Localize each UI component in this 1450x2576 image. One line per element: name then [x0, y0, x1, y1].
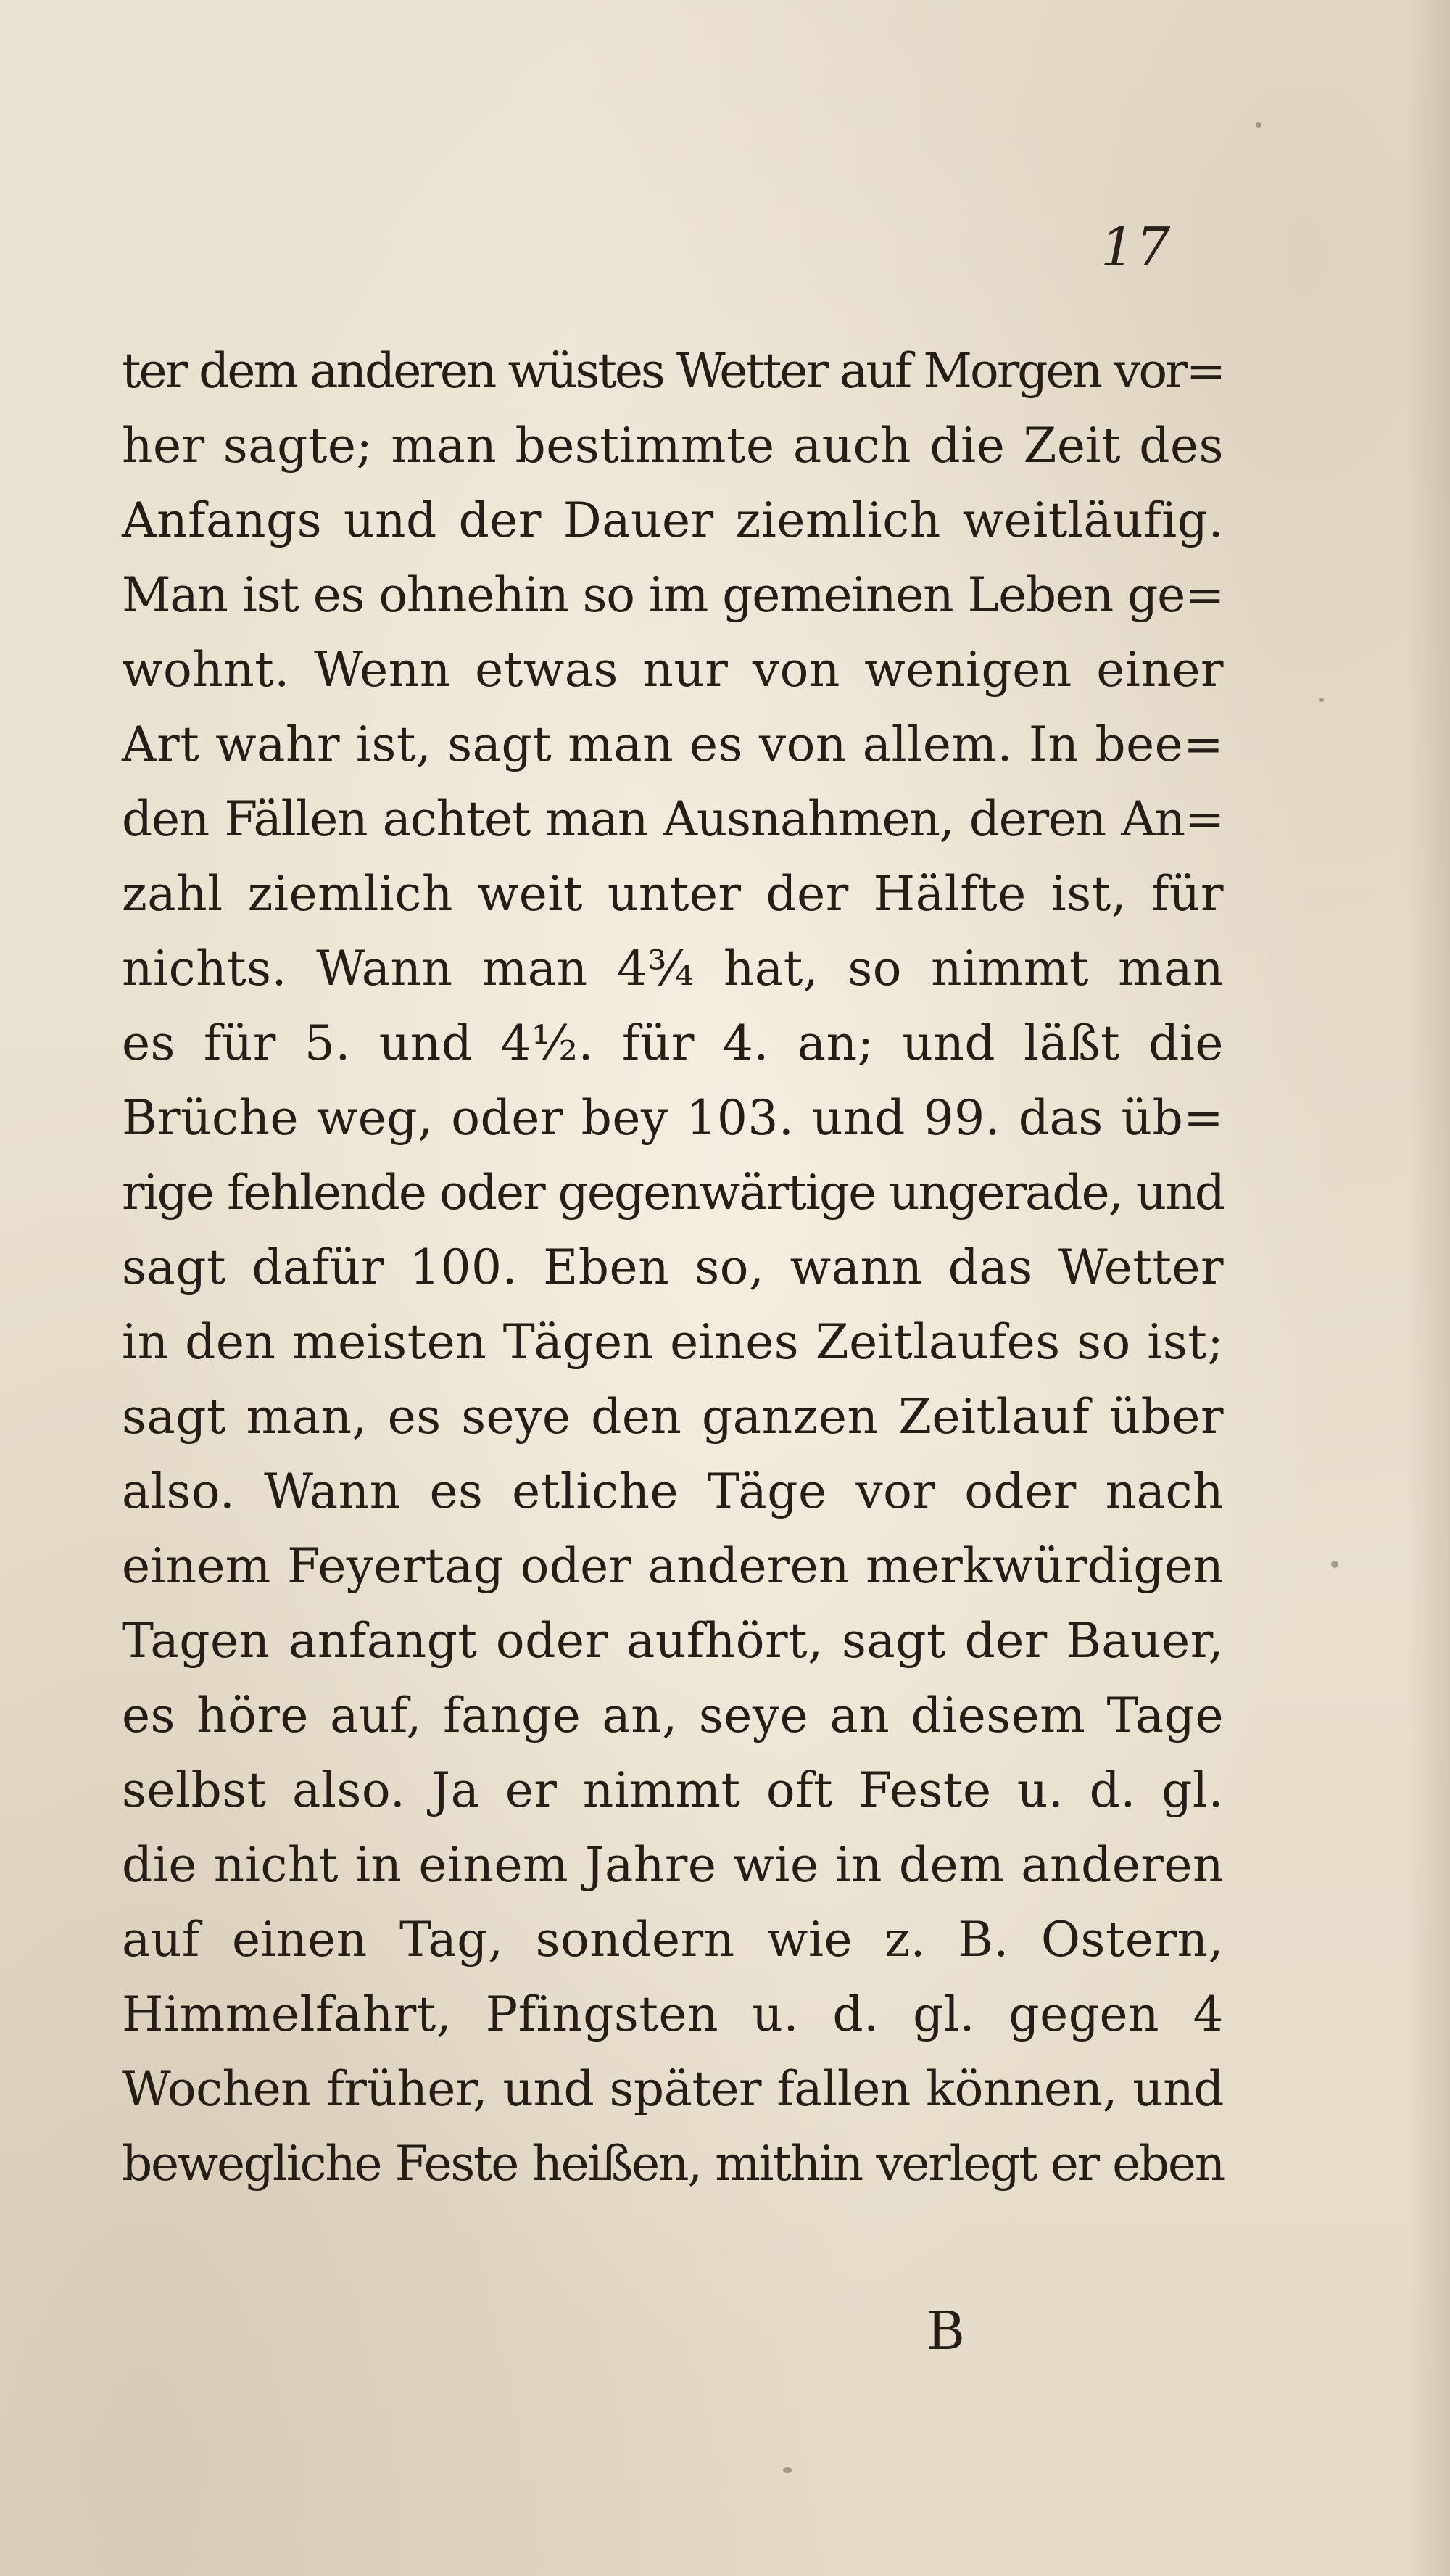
text-line: sagt man, es seye den ganzen Zeitlauf über — [122, 1389, 1224, 1445]
text-line: nichts. Wann man 4¾ hat, so nimmt man — [122, 941, 1224, 996]
text-line: also. Wann es etliche Täge vor oder nach — [122, 1464, 1224, 1519]
text-line: Anfangs und der Dauer ziemlich weitläufig. — [122, 492, 1224, 548]
paper-speck — [1320, 698, 1324, 702]
signature-mark: B — [927, 2300, 965, 2361]
text-line: es für 5. und 4½. für 4. an; und läßt die — [122, 1015, 1224, 1071]
text-line: die nicht in einem Jahre wie in dem anderen — [122, 1837, 1224, 1893]
text-line: in den meisten Tägen eines Zeitlaufes so ist; — [122, 1314, 1224, 1370]
body-text — [122, 334, 1224, 2201]
paper-speck — [1331, 1561, 1338, 1568]
text-line: her sagte; man bestimmte auch die Zeit des — [122, 418, 1224, 474]
text-line: ter dem anderen wüstes Wetter auf Morgen vor= — [122, 343, 1224, 399]
text-line: rige fehlende oder gegenwärtige ungerade, und — [122, 1165, 1224, 1221]
text-line: zahl ziemlich weit unter der Hälfte ist, für — [122, 866, 1224, 922]
paper-speck — [783, 2467, 792, 2473]
text-line: Wochen früher, und später fallen können, und — [122, 2061, 1224, 2117]
page-number: 17 — [1101, 216, 1172, 278]
text-line: sagt dafür 100. Eben so, wann das Wetter — [122, 1239, 1224, 1295]
paper-speck — [1256, 122, 1262, 128]
text-line: Tagen anfangt oder aufhört, sagt der Bauer, — [122, 1613, 1224, 1669]
text-line: bewegliche Feste heißen, mithin verlegt er eben — [122, 2136, 1224, 2192]
text-line: es höre auf, fange an, seye an diesem Tage — [122, 1688, 1224, 1743]
text-line: wohnt. Wenn etwas nur von wenigen einer — [122, 642, 1224, 698]
text-line: Himmelfahrt, Pfingsten u. d. gl. gegen 4 — [122, 1986, 1224, 2042]
page-edge-shadow — [1406, 0, 1450, 2576]
text-line: den Fällen achtet man Ausnahmen, deren An= — [122, 791, 1224, 847]
text-line: Art wahr ist, sagt man es von allem. In bee= — [122, 717, 1224, 772]
text-line: Man ist es ohnehin so im gemeinen Leben ge= — [122, 567, 1224, 623]
text-line: Brüche weg, oder bey 103. und 99. das üb= — [122, 1090, 1224, 1146]
text-line: auf einen Tag, sondern wie z. B. Ostern, — [122, 1912, 1224, 1968]
text-line: selbst also. Ja er nimmt oft Feste u. d. gl. — [122, 1762, 1224, 1818]
text-line: einem Feyertag oder anderen merkwürdigen — [122, 1538, 1224, 1594]
